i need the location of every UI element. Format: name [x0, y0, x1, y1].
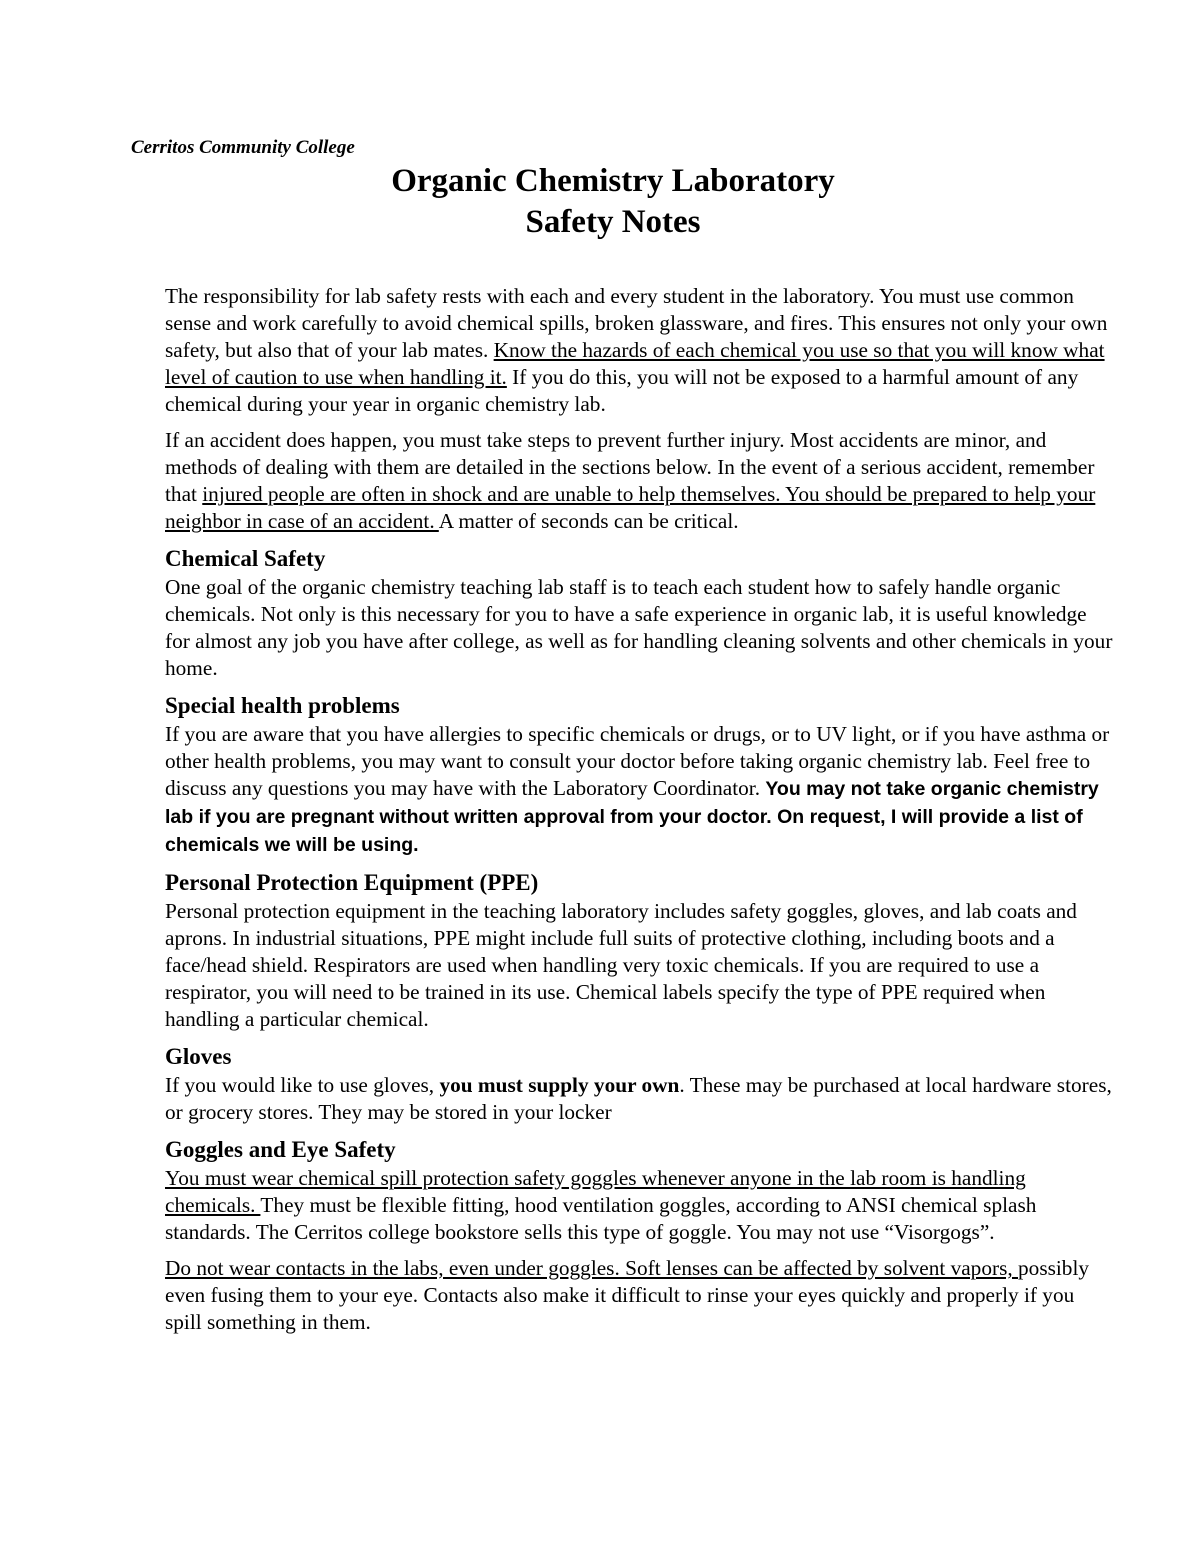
heading-chemical-safety: Chemical Safety — [165, 546, 326, 571]
document-subtitle: Safety Notes — [525, 204, 701, 240]
intro-p2-text-end: A matter of seconds can be critical. — [438, 509, 739, 533]
intro-p1-text-end: If you do this, you will not be exposed to a harmful amount of any chemical during your year in organic chemistry lab. — [165, 365, 1079, 416]
heading-gloves: Gloves — [165, 1044, 232, 1069]
document-body — [165, 283, 1115, 1345]
gloves-bold: you must supply your own — [439, 1073, 680, 1097]
document-title: Organic Chemistry Laboratory — [391, 163, 835, 199]
pregnancy-warning: You may not take organic chemistry lab if you are pregnant without written approval from your doctor. On request, I will provide a list of chemicals we will be using. — [165, 778, 1099, 856]
goggles-p1-underlined: You must wear chemical spill protection safety goggles whenever anyone in the lab room is handling chemicals. — [165, 1166, 1026, 1217]
goggles-p1-text: They must be flexible fitting, hood ventilation goggles, according to ANSI chemical splash standards. The Cerritos college bookstore sells this type of goggle. You may not use “Visorgogs”. — [165, 1193, 1037, 1244]
intro-p1-underlined: Know the hazards of each chemical you use so that you will know what level of caution to use when handling it. — [165, 338, 1105, 389]
heading-special-health: Special health problems — [165, 693, 400, 718]
goggles-paragraph-1 — [165, 1165, 1115, 1246]
intro-p1-text: The responsibility for lab safety rests with each and every student in the laboratory. You must use common sense and work carefully to avoid chemical spills, broken glassware, and fires. This ensures not only your own safety, but also that of your lab mates. — [165, 284, 1108, 362]
special-health-text: If you are aware that you have allergies to specific chemicals or drugs, or to UV light, or if you have asthma or other health problems, you may want to consult your doctor before taking organic chemistry lab. Feel free to discuss any questions you may have with the Laboratory Coordinator. — [165, 722, 1110, 800]
goggles-p2-text: possibly even fusing them to your eye. Contacts also make it difficult to rinse your eyes quickly and properly if you spill something in them. — [165, 1256, 1090, 1334]
intro-paragraph-1 — [165, 283, 1115, 418]
ppe-text: Personal protection equipment in the teaching laboratory includes safety goggles, gloves, and lab coats and aprons. In industrial situations, PPE might include full suits of protective clothing, including boots and a face/head shield. Respirators are used when handling very toxic chemicals. If you are required to use a respirator, you will need to be trained in its use. Chemical labels specify the type of PPE required when handling a particular chemical. — [165, 899, 1077, 1031]
intro-paragraph-2 — [165, 427, 1115, 535]
chemical-safety-text: One goal of the organic chemistry teaching lab staff is to teach each student how to safely handle organic chemicals. Not only is this necessary for you to have a safe experience in organic lab, it is useful knowledge for almost any job you have after college, as well as for handling cleaning solvents and other chemicals in your home. — [165, 575, 1113, 680]
goggles-paragraph-2 — [165, 1255, 1115, 1336]
heading-goggles: Goggles and Eye Safety — [165, 1137, 396, 1162]
college-name: Cerritos Community College — [131, 137, 355, 158]
intro-p2-text: If an accident does happen, you must take steps to prevent further injury. Most accidents are minor, and methods of dealing with them are detailed in the sections below. In the event of a serious accident, remember that — [165, 428, 1095, 506]
gloves-paragraph — [165, 1072, 1115, 1126]
special-health-paragraph — [165, 721, 1115, 859]
heading-ppe: Personal Protection Equipment (PPE) — [165, 870, 539, 895]
goggles-p2-underlined: Do not wear contacts in the labs, even under goggles. Soft lenses can be affected by solvent vapors, — [165, 1256, 1019, 1280]
gloves-text-end: . These may be purchased at local hardware stores, or grocery stores. They may be stored in your locker — [165, 1073, 1112, 1124]
gloves-text: If you would like to use gloves, — [165, 1073, 440, 1097]
intro-p2-underlined: injured people are often in shock and are unable to help themselves. You should be prepared to help your neighbor in case of an accident. — [165, 482, 1096, 533]
